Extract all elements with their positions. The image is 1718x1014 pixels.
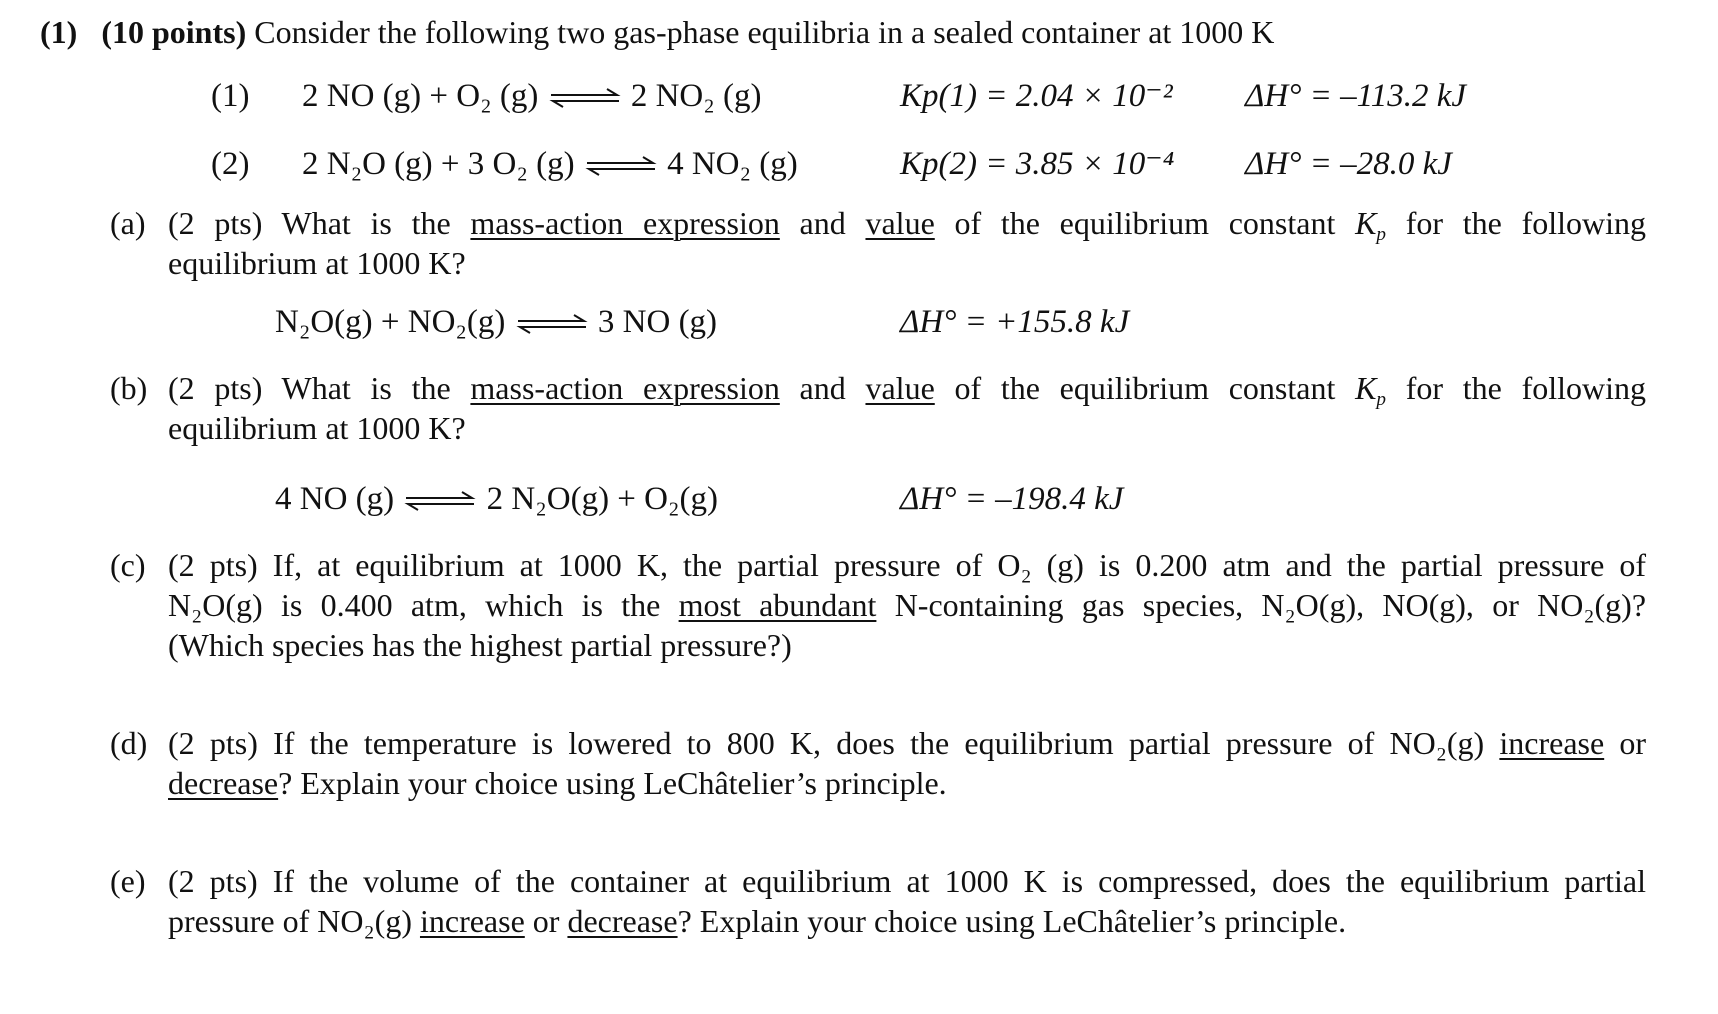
reaction-2-label: (2) (211, 146, 250, 182)
reaction-2-dh: ΔH° = –28.0 kJ (1245, 146, 1452, 182)
part-b-question-line1: (2 pts) What is the mass-action expression and value of the equilibrium constant $K_p$ for the following (168, 370, 1646, 410)
part-a-question-line2: equilibrium at 1000 K? (168, 245, 466, 281)
reaction-2-products: 4 NO₂ (g) (667, 146, 798, 182)
part-a-label: (a) (110, 205, 146, 241)
mass-action-expression-underlined: mass-action expression (470, 370, 780, 406)
part-a-equation: N₂O(g) + NO₂(g) 3 NO (g) (275, 304, 718, 340)
part-d-question-line1: (2 pts) If the temperature is lowered to 800 K, does the equilibrium partial pressure of NO₂(g) increase or (168, 725, 1647, 761)
equilibrium-arrow-icon (404, 491, 476, 511)
part-c-question-line2: N₂O(g) is 0.400 atm, which is the most abundant N-containing gas species, N₂O(g), NO(g), or NO₂(g)? (168, 587, 1647, 623)
part-b-label: (b) (110, 370, 148, 406)
decrease-underlined: decrease (567, 903, 678, 939)
problem-number: (1) (40, 14, 78, 50)
reaction-2-reactants: 2 N₂O (g) + 3 O₂ (g) (302, 146, 575, 182)
part-d-question-line2: decrease? Explain your choice using LeChâtelier’s principle. (168, 765, 947, 801)
decrease-underlined: decrease (168, 765, 279, 801)
value-underlined: value (865, 205, 935, 241)
value-underlined: value (865, 370, 935, 406)
reaction-2-equation (302, 144, 798, 184)
equilibrium-arrow-icon (585, 156, 657, 176)
reaction-1-label: (1) (211, 78, 250, 114)
reaction-1-dh: ΔH° = –113.2 kJ (1245, 78, 1467, 114)
reaction-1-reactants: 2 NO (g) + O₂ (g) (302, 78, 539, 114)
part-e-question-line1: (2 pts) If the volume of the container at equilibrium at 1000 K is compressed, does the equilibrium partial (168, 863, 1647, 899)
part-c-label: (c) (110, 547, 146, 583)
part-b-dh: ΔH° = –198.4 kJ (900, 481, 1124, 517)
part-d-label: (d) (110, 725, 148, 761)
reaction-1-equation (302, 76, 761, 116)
part-a-dh: ΔH° = +155.8 kJ (900, 304, 1130, 340)
increase-underlined: increase (1499, 725, 1605, 761)
equilibrium-arrow-icon (549, 88, 621, 108)
part-e-label: (e) (110, 863, 146, 899)
part-e-question-line2: pressure of NO₂(g) increase or decrease? Explain your choice using LeChâtelier’s principle. (168, 903, 1347, 939)
part-c-question-line1: (2 pts) If, at equilibrium at 1000 K, the partial pressure of O₂ (g) is 0.200 atm and the partial pressure of (168, 547, 1647, 583)
mass-action-expression-underlined: mass-action expression (470, 205, 780, 241)
part-b-question-line2: equilibrium at 1000 K? (168, 410, 466, 446)
reaction-2-kp: Kp(2) = 3.85 × 10⁻⁴ (900, 146, 1175, 182)
problem-points: (10 points) (101, 14, 247, 50)
problem-header (40, 12, 1274, 52)
reaction-1-kp: Kp(1) = 2.04 × 10⁻² (900, 78, 1173, 114)
problem-intro: Consider the following two gas-phase equilibria in a sealed container at 1000 K (254, 14, 1275, 50)
reaction-1-products: 2 NO₂ (g) (630, 78, 762, 114)
part-c-question-line3: (Which species has the highest partial pressure?) (168, 627, 792, 663)
part-a-question-line1: (2 pts) What is the mass-action expression and value of the equilibrium constant $K_p$ for the following (168, 205, 1646, 245)
most-abundant-underlined: most abundant (678, 587, 877, 623)
equilibrium-arrow-icon (516, 314, 588, 334)
part-b-equation: 4 NO (g) 2 N₂O(g) + O₂(g) (275, 481, 718, 517)
increase-underlined: increase (419, 903, 525, 939)
